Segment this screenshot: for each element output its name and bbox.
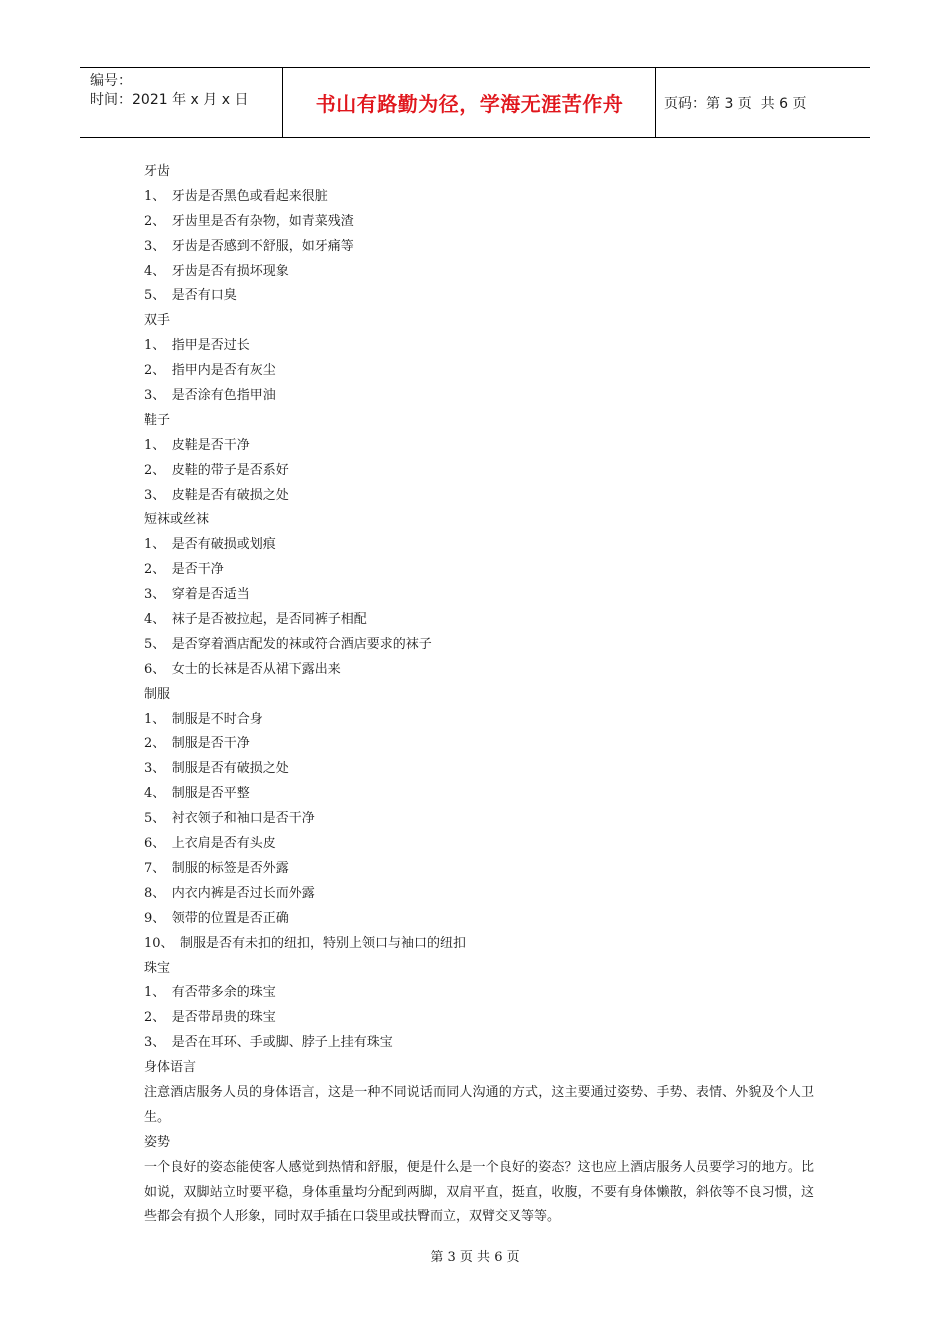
list-item: 3、 是否涂有色指甲油 bbox=[144, 388, 276, 404]
page-footer bbox=[0, 1246, 950, 1265]
section-title-teeth: 牙齿 bbox=[144, 164, 171, 179]
list-item: 6、 上衣肩是否有头皮 bbox=[144, 836, 276, 852]
header-motto-cell bbox=[283, 68, 656, 137]
list-item: 2、 牙齿里是否有杂物，如青菜残渣 bbox=[144, 213, 354, 229]
list-item: 9、 领带的位置是否正确 bbox=[144, 910, 289, 926]
list-item: 5、 衬衣领子和袖口是否干净 bbox=[144, 811, 315, 827]
list-item: 3、 制服是否有破损之处 bbox=[144, 761, 289, 777]
list-item: 7、 制服的标签是否外露 bbox=[144, 860, 289, 876]
list-item: 4、 袜子是否被拉起，是否同裤子相配 bbox=[144, 612, 367, 628]
list-item: 3、 穿着是否适当 bbox=[144, 587, 250, 603]
list-item: 1、 皮鞋是否干净 bbox=[144, 437, 250, 453]
list-item: 1、 牙齿是否黑色或看起来很脏 bbox=[144, 188, 328, 204]
list-item: 3、 牙齿是否感到不舒服，如牙痛等 bbox=[144, 238, 354, 254]
list-item: 5、 是否有口臭 bbox=[144, 288, 237, 304]
list-item: 3、 是否在耳环、手或脚、脖子上挂有珠宝 bbox=[144, 1035, 393, 1051]
document-header bbox=[80, 67, 870, 138]
list-item: 3、 皮鞋是否有破损之处 bbox=[144, 487, 289, 503]
section-title-hands: 双手 bbox=[144, 313, 171, 329]
list-item: 2、 是否带昂贵的珠宝 bbox=[144, 1010, 276, 1026]
section-title-body-language: 身体语言 bbox=[144, 1060, 197, 1076]
header-meta bbox=[90, 72, 280, 110]
list-item: 6、 女士的长袜是否从裙下露出来 bbox=[144, 661, 341, 677]
number-label: 编号： bbox=[90, 73, 132, 89]
section-title-shoes: 鞋子 bbox=[144, 412, 171, 428]
section-title-uniform: 制服 bbox=[144, 686, 171, 702]
footer-page-number: 第 3 页 共 6 页 bbox=[430, 1250, 520, 1265]
paragraph-body-language: 注意酒店服务人员的身体语言，这是一种不同说话而同人沟通的方式，这主要通过姿势、手势、表情、外貌及个人卫生。 bbox=[144, 1084, 814, 1125]
list-item: 2、 制服是否干净 bbox=[144, 736, 250, 752]
list-item: 8、 内衣内裤是否过长而外露 bbox=[144, 885, 315, 901]
list-item: 2、 皮鞋的带子是否系好 bbox=[144, 462, 289, 478]
list-item: 2、 是否干净 bbox=[144, 562, 224, 578]
list-item: 1、 有否带多余的珠宝 bbox=[144, 985, 276, 1001]
list-item: 1、 指甲是否过长 bbox=[144, 338, 250, 354]
section-title-socks: 短袜或丝袜 bbox=[144, 512, 210, 528]
list-item: 4、 牙齿是否有损坏现象 bbox=[144, 263, 289, 279]
page-info: 页码：第 3 页 共 6 页 bbox=[664, 95, 807, 112]
list-item: 1、 制服是不时合身 bbox=[144, 711, 263, 727]
list-item: 1、 是否有破损或划痕 bbox=[144, 537, 276, 553]
paragraph-posture: 一个良好的姿态能使客人感觉到热情和舒服，便是什么是一个良好的姿态？这也应上酒店服务人员要学习的地方。比如说，双脚站立时要平稳，身体重量均分配到两脚，双肩平直，挺直，收腹，不要有身体懒散，斜依等不良习惯，这些都会有损个人形象，同时双手插在口袋里或扶臀而立，双臂交叉等等。 bbox=[144, 1159, 814, 1225]
document-body bbox=[144, 160, 814, 1230]
list-item: 5、 是否穿着酒店配发的袜或符合酒店要求的袜子 bbox=[144, 636, 432, 652]
list-item: 4、 制服是否平整 bbox=[144, 786, 250, 802]
section-title-jewelry: 珠宝 bbox=[144, 960, 171, 976]
section-title-posture: 姿势 bbox=[144, 1134, 171, 1150]
list-item: 10、 制服是否有未扣的纽扣，特别上领口与袖口的纽扣 bbox=[144, 935, 467, 951]
time-label: 时间：2021 年 x 月 x 日 bbox=[90, 92, 249, 108]
list-item: 2、 指甲内是否有灰尘 bbox=[144, 363, 276, 379]
motto: 书山有路勤为径，学海无涯苦作舟 bbox=[315, 92, 624, 116]
